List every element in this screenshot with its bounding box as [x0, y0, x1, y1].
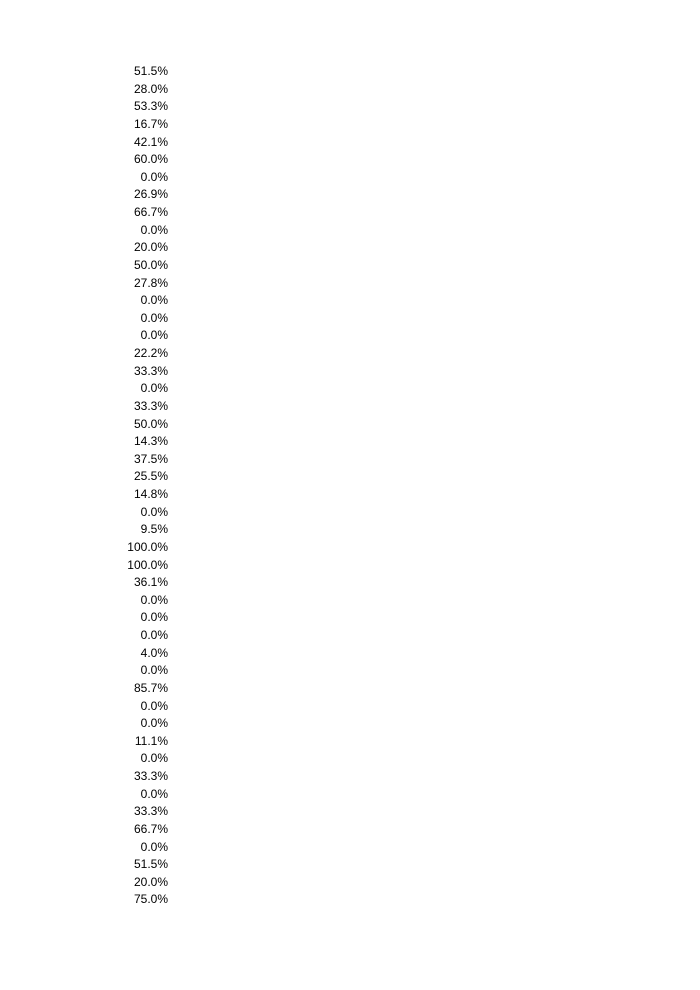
percentage-cell: 0.0%: [140, 310, 168, 325]
percentage-cell: 66.7%: [133, 205, 168, 219]
percentage-column: [100, 63, 168, 909]
percentage-cell: 28.0%: [133, 81, 168, 96]
percentage-cell: 53.3%: [133, 99, 168, 114]
percentage-cell: 66.7%: [133, 821, 168, 836]
percentage-cell: 0.0%: [140, 628, 168, 642]
percentage-cell: 11.1%: [134, 733, 168, 748]
percentage-cell: 85.7%: [133, 680, 168, 695]
percentage-cell: 42.1%: [133, 134, 168, 149]
percentage-cell: 51.5%: [133, 64, 168, 78]
percentage-cell: 100.0%: [127, 557, 168, 572]
percentage-cell: 0.0%: [140, 328, 168, 343]
percentage-cell: 0.0%: [140, 610, 168, 625]
percentage-cell: 33.3%: [133, 804, 168, 819]
percentage-cell: 60.0%: [133, 152, 168, 167]
percentage-cell: 27.8%: [133, 275, 168, 290]
percentage-cell: 33.3%: [133, 363, 168, 378]
percentage-cell: 16.7%: [133, 116, 168, 131]
percentage-cell: 36.1%: [133, 575, 168, 590]
percentage-cell: 4.0%: [140, 645, 168, 660]
percentage-cell: 25.5%: [133, 469, 168, 484]
percentage-cell: 26.9%: [133, 187, 168, 202]
percentage-cell: 0.0%: [140, 698, 168, 713]
percentage-cell: 51.5%: [133, 857, 168, 872]
percentage-cell: 0.0%: [140, 293, 168, 308]
percentage-cell: 22.2%: [133, 346, 168, 360]
percentage-cell: 0.0%: [140, 222, 168, 237]
percentage-cell: 33.3%: [133, 398, 168, 413]
percentage-cell: 20.0%: [133, 874, 168, 889]
percentage-cell: 50.0%: [133, 416, 168, 431]
percentage-cell: 37.5%: [133, 451, 168, 466]
percentage-cell: 0.0%: [140, 786, 168, 801]
percentage-cell: 0.0%: [140, 592, 168, 607]
percentage-cell: 0.0%: [140, 504, 168, 519]
percentage-cell: 14.3%: [133, 434, 168, 449]
percentage-cell: 0.0%: [140, 839, 168, 854]
percentage-cell: 0.0%: [140, 663, 168, 678]
percentage-cell: 75.0%: [133, 892, 168, 907]
percentage-cell: 0.0%: [140, 169, 168, 184]
percentage-cell: 0.0%: [140, 381, 168, 396]
percentage-cell: 50.0%: [133, 257, 168, 272]
percentage-cell: 9.5%: [140, 522, 168, 537]
percentage-cell: 100.0%: [127, 539, 168, 554]
percentage-cell: 33.3%: [133, 769, 168, 783]
percentage-cell: 0.0%: [140, 751, 168, 766]
percentage-cell: 20.0%: [133, 240, 168, 255]
percentage-cell: 14.8%: [133, 487, 168, 501]
percentage-cell: 0.0%: [140, 716, 168, 731]
